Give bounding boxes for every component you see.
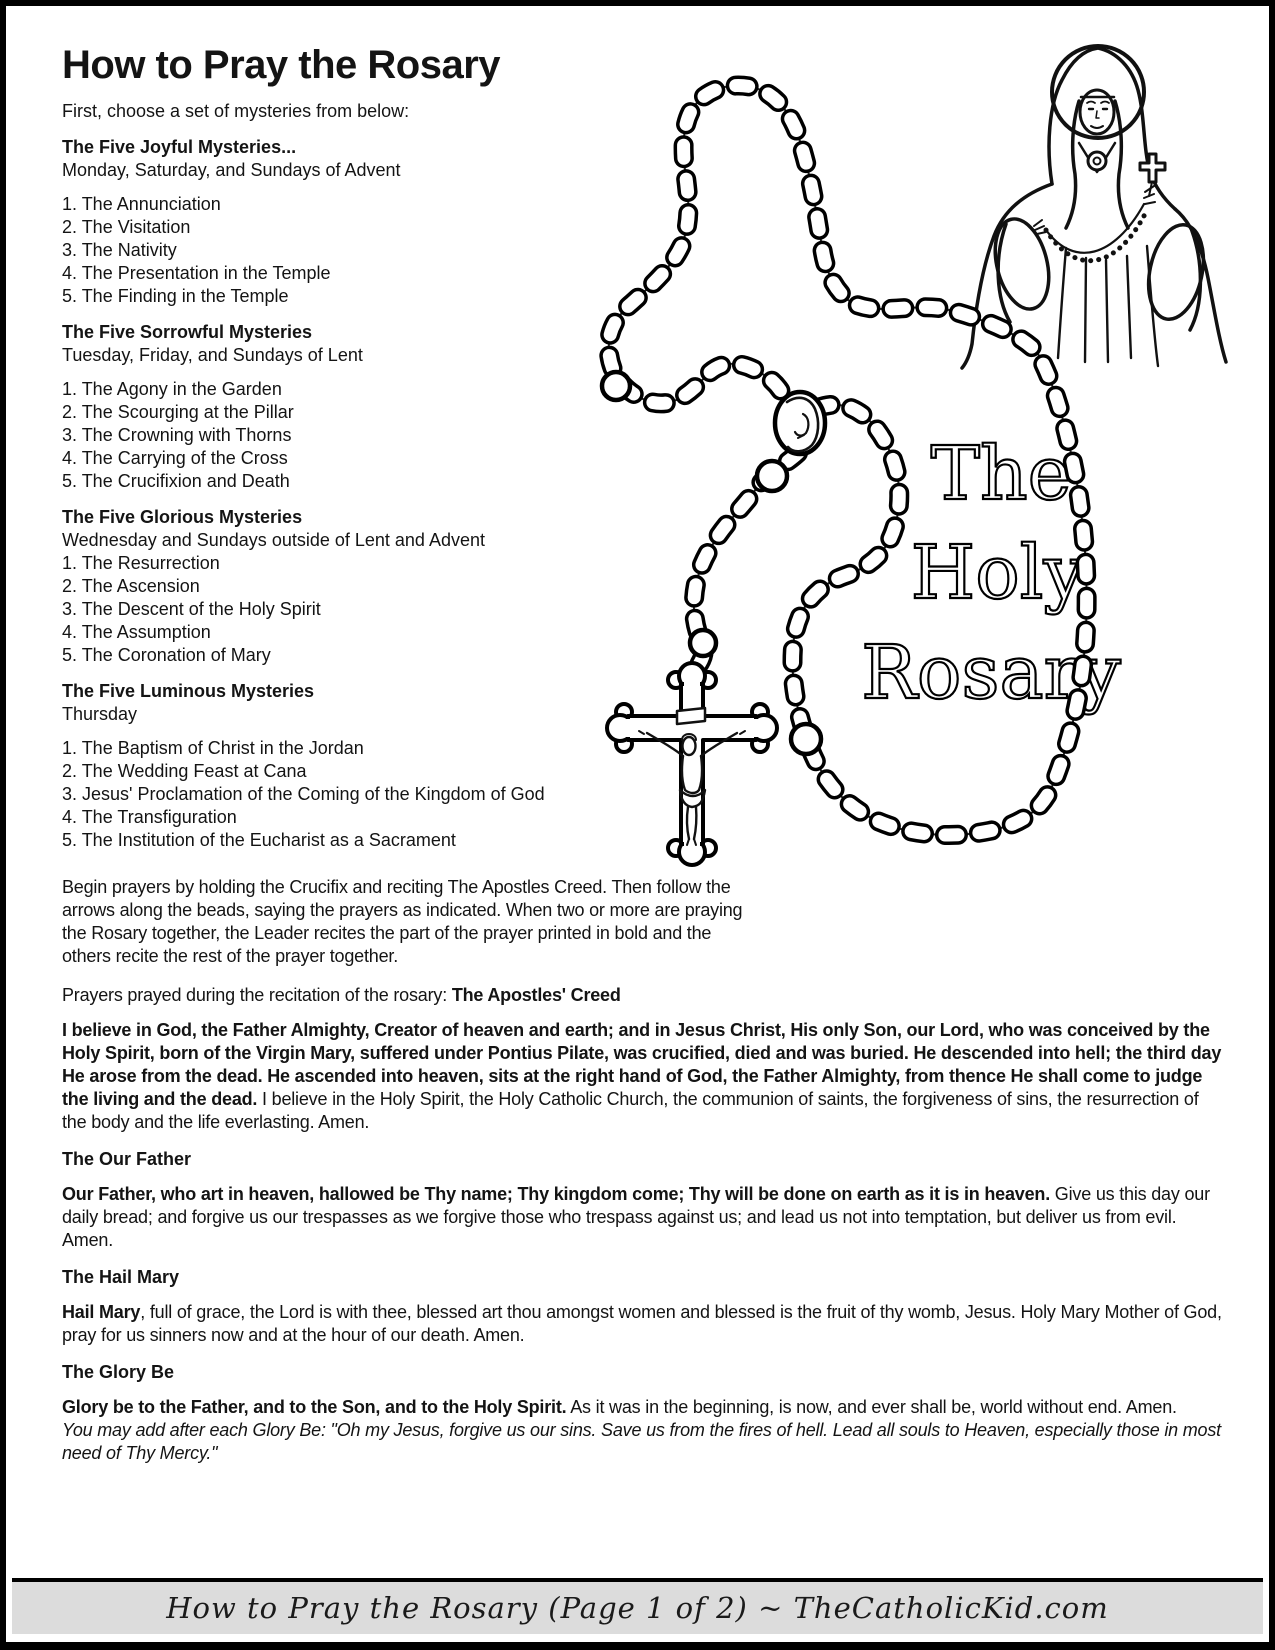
page-title: How to Pray the Rosary bbox=[62, 43, 501, 87]
caption-line-2: Holy bbox=[910, 530, 1086, 616]
mystery-item: 4. The Transfiguration bbox=[62, 807, 237, 827]
hail-mary-paragraph: Hail Mary, full of grace, the Lord is with thee, blessed art thou amongst women and blessed is the fruit of thy womb, Jesus. Holy Mary Mother of God, pray for us sinners now and at the hour of our death. Amen. bbox=[62, 1302, 1222, 1345]
glorious-mysteries-days: Wednesday and Sundays outside of Lent and Advent bbox=[62, 530, 485, 550]
mystery-item: 1. The Resurrection bbox=[62, 553, 220, 573]
luminous-mysteries-list bbox=[62, 737, 1226, 852]
mystery-item: 5. The Institution of the Eucharist as a Sacrament bbox=[62, 830, 456, 850]
mystery-item: 3. Jesus' Proclamation of the Coming of the Kingdom of God bbox=[62, 784, 545, 804]
mystery-item: 3. The Descent of the Holy Spirit bbox=[62, 599, 321, 619]
mystery-item: 5. The Finding in the Temple bbox=[62, 286, 289, 306]
mystery-item: 4. The Assumption bbox=[62, 622, 211, 642]
hail-mary-heading: The Hail Mary bbox=[62, 1267, 180, 1287]
sorrowful-mysteries-days: Tuesday, Friday, and Sundays of Lent bbox=[62, 345, 363, 365]
our-father-heading: The Our Father bbox=[62, 1149, 192, 1169]
mystery-item: 2. The Ascension bbox=[62, 576, 200, 596]
caption-line-3: Rosary bbox=[861, 630, 1121, 716]
mystery-item: 4. The Presentation in the Temple bbox=[62, 263, 331, 283]
footer-text: How to Pray the Rosary (Page 1 of 2) ~ TheCatholicKid.com bbox=[166, 1591, 1109, 1625]
intro-text: First, choose a set of mysteries from below: bbox=[62, 101, 410, 121]
sorrowful-mysteries-heading: The Five Sorrowful Mysteries bbox=[62, 322, 313, 342]
mystery-item: 3. The Crowning with Thorns bbox=[62, 425, 292, 445]
sorrowful-mysteries-list bbox=[62, 378, 1226, 493]
mystery-item: 5. The Crucifixion and Death bbox=[62, 471, 290, 491]
luminous-mysteries-heading: The Five Luminous Mysteries bbox=[62, 681, 315, 701]
mystery-item: 2. The Wedding Feast at Cana bbox=[62, 761, 307, 781]
main-text-column bbox=[62, 36, 1226, 1465]
apostles-creed-paragraph: I believe in God, the Father Almighty, Creator of heaven and earth; and in Jesus Christ, His only Son, our Lord, who was conceived by the Holy Spirit, born of the Virgin Mary, suffered under Pontius Pilate, was crucified, died and was buried. He descended into hell; the third day He arose from the dead. He ascended into heaven, sits at the right hand of God, the Father Almighty, from thence He shall come to judge the living and the dead. I believe in the Holy Spirit, the Holy Catholic Church, the communion of saints, the forgiveness of sins, the resurrection of the body and the life everlasting. Amen. bbox=[62, 1020, 1222, 1132]
mystery-item: 1. The Annunciation bbox=[62, 194, 221, 214]
joyful-mysteries-days: Monday, Saturday, and Sundays of Advent bbox=[62, 160, 401, 180]
mystery-item: 4. The Carrying of the Cross bbox=[62, 448, 288, 468]
mystery-item: 3. The Nativity bbox=[62, 240, 177, 260]
glory-be-paragraph: Glory be to the Father, and to the Son, and to the Holy Spirit. As it was in the beginning, is now, and ever shall be, world without end. Amen. bbox=[62, 1397, 1177, 1417]
prayers-intro-line: Prayers prayed during the recitation of the rosary: The Apostles' Creed bbox=[62, 985, 621, 1005]
mystery-item: 5. The Coronation of Mary bbox=[62, 645, 271, 665]
glorious-mysteries-list bbox=[62, 552, 1226, 667]
glory-be-note: You may add after each Glory Be: "Oh my Jesus, forgive us our sins. Save us from the fires of hell. Lead all souls to Heaven, especially those in most need of Thy Mercy." bbox=[62, 1420, 1221, 1463]
glory-be-heading: The Glory Be bbox=[62, 1362, 175, 1382]
mystery-item: 1. The Baptism of Christ in the Jordan bbox=[62, 738, 364, 758]
joyful-mysteries-list bbox=[62, 193, 1226, 308]
mystery-item: 2. The Scourging at the Pillar bbox=[62, 402, 294, 422]
instructions-paragraph: Begin prayers by holding the Crucifix and reciting The Apostles Creed. Then follow the arrows along the beads, saying the prayers as indicated. When two or more are praying the Rosary together, the Leader recites the part of the prayer printed in bold and the others recite the rest of the prayer together. bbox=[62, 876, 1226, 968]
glorious-mysteries-heading: The Five Glorious Mysteries bbox=[62, 507, 303, 527]
mystery-item: 2. The Visitation bbox=[62, 217, 191, 237]
caption-line-1: The bbox=[930, 431, 1072, 517]
joyful-mysteries-heading: The Five Joyful Mysteries... bbox=[62, 137, 297, 157]
illustration-wrap-spacer bbox=[746, 876, 1226, 924]
our-father-paragraph: Our Father, who art in heaven, hallowed be Thy name; Thy kingdom come; Thy will be done on earth as it is in heaven. Give us this day our daily bread; and forgive us our trespasses as we forgive those who trespass against us; and lead us not into temptation, but deliver us from evil. Amen. bbox=[62, 1184, 1210, 1250]
footer-bar bbox=[12, 1578, 1263, 1634]
mystery-item: 1. The Agony in the Garden bbox=[62, 379, 282, 399]
luminous-mysteries-days: Thursday bbox=[62, 704, 138, 724]
